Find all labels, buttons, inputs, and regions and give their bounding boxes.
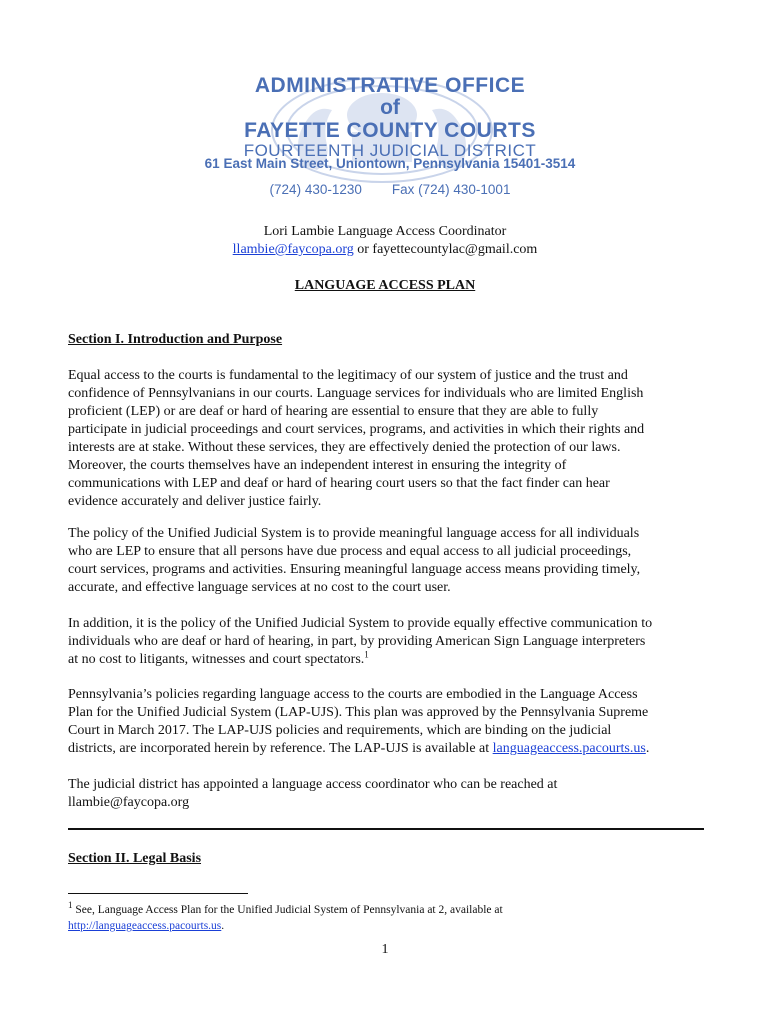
paragraph-line: Court in March 2017. The LAP-UJS policies and requirements, which are binding on the judicial — [68, 723, 612, 738]
paragraph-line: confidence of Pennsylvanians in our courts. Language services for individuals who are limited English — [68, 386, 644, 401]
footnote-text: See, Language Access Plan for the Unified Judicial System of Pennsylvania at 2, available at — [72, 904, 503, 916]
section-1-paragraph-1 — [68, 367, 708, 511]
paragraph-line: participate in judicial proceedings and court services, programs, and activities in which their rights and — [68, 422, 645, 437]
footnote-link[interactable]: http://languageaccess.pacourts.us — [68, 920, 222, 932]
document-title-wrap — [0, 278, 770, 294]
coordinator-name: Lori Lambie Language Access Coordinator — [263, 224, 507, 239]
footnote-separator — [68, 893, 248, 894]
letterhead-district: FOURTEENTH JUDICIAL DISTRICT — [243, 141, 537, 160]
languageaccess-link[interactable]: languageaccess.pacourts.us — [492, 741, 646, 756]
paragraph-line: Plan for the Unified Judicial System (LAP-UJS). This plan was approved by the Pennsylvania Supreme — [68, 705, 649, 720]
letterhead — [140, 70, 640, 200]
coordinator-email-link[interactable]: llambie@faycopa.org — [232, 242, 354, 257]
letterhead-of: of — [380, 96, 400, 119]
coordinator-email-line — [0, 242, 770, 258]
paragraph-line-text: districts, are incorporated herein by reference. The LAP-UJS is available at — [68, 741, 493, 756]
paragraph-line — [68, 740, 708, 758]
section-1-paragraph-4 — [68, 686, 708, 758]
section-1-heading: Section I. Introduction and Purpose — [68, 332, 283, 347]
paragraph-line: Equal access to the courts is fundamental to the legitimacy of our system of justice and the trust and — [68, 368, 628, 383]
footnote-suffix: . — [221, 920, 225, 932]
paragraph-line: individuals who are deaf or hard of hearing, in part, by providing American Sign Language interpreters — [68, 634, 646, 649]
footnote-reference[interactable]: 1 — [364, 649, 369, 660]
paragraph-line: Pennsylvania’s policies regarding language access to the courts are embodied in the Language Access — [68, 687, 638, 702]
paragraph-line: proficient (LEP) or are deaf or hard of hearing are essential to ensure that they are able to fully — [68, 404, 599, 419]
letterhead-office-title: ADMINISTRATIVE OFFICE — [254, 74, 526, 97]
paragraph-line: Moreover, the courts themselves have an independent interest in ensuring the integrity of — [68, 458, 567, 473]
section-2-heading: Section II. Legal Basis — [68, 851, 202, 866]
paragraph-line: In addition, it is the policy of the Unified Judicial System to provide equally effective communication to — [68, 616, 653, 631]
footnote-line — [68, 902, 708, 918]
paragraph-line-suffix: . — [645, 741, 650, 756]
letterhead-fax: Fax (724) 430-1001 — [391, 182, 511, 197]
section-1-paragraph-2 — [68, 525, 708, 597]
letterhead-court-name: FAYETTE COUNTY COURTS — [244, 119, 536, 142]
paragraph-line: court services, programs and activities. Ensuring meaningful language access means providing timely, — [68, 562, 641, 577]
paragraph-line: communications with LEP and deaf or hard of hearing court users so that the fact finder can hear — [68, 476, 610, 491]
paragraph-line: llambie@faycopa.org — [68, 795, 190, 810]
footnote — [68, 902, 708, 934]
section-1-paragraph-5 — [68, 776, 708, 812]
footnote-mark: 1 — [68, 900, 73, 911]
letterhead-phone: (724) 430-1230 — [269, 182, 362, 197]
section-1-paragraph-3 — [68, 615, 708, 669]
paragraph-line — [68, 651, 708, 669]
paragraph-line: evidence accurately and deliver justice fairly. — [68, 494, 322, 509]
paragraph-line: The policy of the Unified Judicial System is to provide meaningful language access for all individuals — [68, 526, 640, 541]
paragraph-line: interests are at stake. Without these services, they are effectively denied the protection of our laws. — [68, 440, 621, 455]
paragraph-line-text: at no cost to litigants, witnesses and court spectators. — [68, 652, 365, 667]
page-number: 1 — [381, 942, 389, 957]
section-divider — [68, 828, 704, 830]
footnote-line — [68, 918, 708, 934]
document-title: LANGUAGE ACCESS PLAN — [294, 278, 476, 293]
paragraph-line: The judicial district has appointed a language access coordinator who can be reached at — [68, 777, 558, 792]
letterhead-address: 61 East Main Street, Uniontown, Pennsylvania 15401-3514 — [204, 156, 576, 171]
coordinator-alt-email: or fayettecountylac@gmail.com — [353, 242, 538, 257]
letterhead-phone-fax — [140, 182, 640, 197]
paragraph-line: who are LEP to ensure that all persons have due process and equal access to all judicial proceedings, — [68, 544, 632, 559]
paragraph-line: accurate, and effective language services at no cost to the court user. — [68, 580, 451, 595]
